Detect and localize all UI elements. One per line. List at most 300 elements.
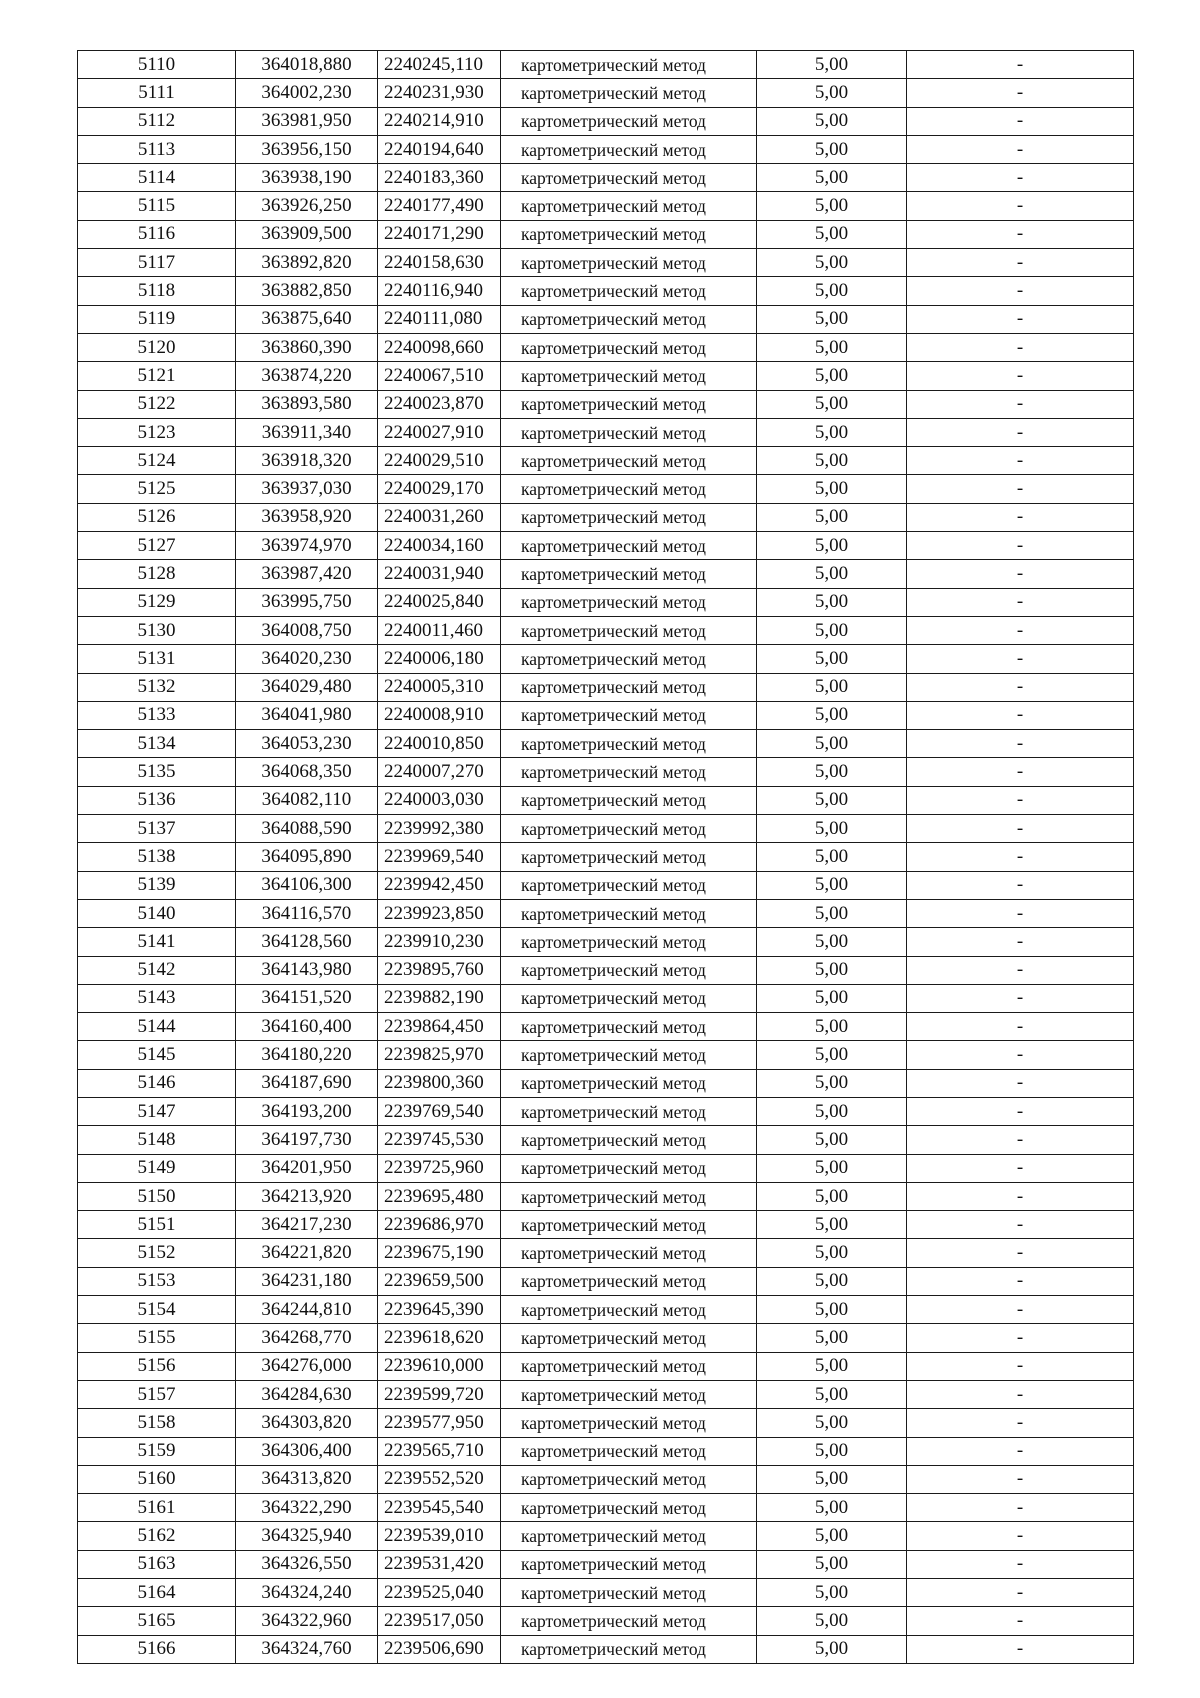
y-coordinate-cell: 2239610,000	[378, 1352, 501, 1380]
point-number-cell: 5166	[78, 1635, 236, 1663]
point-number-cell: 5112	[78, 107, 236, 135]
x-coordinate-cell: 363918,320	[236, 447, 378, 475]
point-number-cell: 5131	[78, 645, 236, 673]
table-row	[78, 899, 1134, 927]
table-row	[78, 192, 1134, 220]
y-coordinate-cell: 2240005,310	[378, 673, 501, 701]
y-coordinate-cell: 2240231,930	[378, 79, 501, 107]
accuracy-cell: 5,00	[757, 1211, 907, 1239]
table-row	[78, 1239, 1134, 1267]
accuracy-cell: 5,00	[757, 758, 907, 786]
accuracy-cell: 5,00	[757, 1579, 907, 1607]
method-cell: картометрический метод	[501, 1154, 757, 1182]
x-coordinate-cell: 364306,400	[236, 1437, 378, 1465]
x-coordinate-cell: 363981,950	[236, 107, 378, 135]
point-number-cell: 5135	[78, 758, 236, 786]
y-coordinate-cell: 2240171,290	[378, 220, 501, 248]
x-coordinate-cell: 364213,920	[236, 1182, 378, 1210]
x-coordinate-cell: 363893,580	[236, 390, 378, 418]
method-cell: картометрический метод	[501, 1494, 757, 1522]
y-coordinate-cell: 2240158,630	[378, 249, 501, 277]
y-coordinate-cell: 2240029,510	[378, 447, 501, 475]
x-coordinate-cell: 364116,570	[236, 899, 378, 927]
accuracy-cell: 5,00	[757, 362, 907, 390]
point-number-cell: 5116	[78, 220, 236, 248]
method-cell: картометрический метод	[501, 1069, 757, 1097]
table-row	[78, 249, 1134, 277]
x-coordinate-cell: 364244,810	[236, 1296, 378, 1324]
y-coordinate-cell: 2240010,850	[378, 730, 501, 758]
point-number-cell: 5133	[78, 701, 236, 729]
accuracy-cell: 5,00	[757, 503, 907, 531]
x-coordinate-cell: 364082,110	[236, 786, 378, 814]
accuracy-cell: 5,00	[757, 560, 907, 588]
description-cell: -	[907, 871, 1134, 899]
accuracy-cell: 5,00	[757, 984, 907, 1012]
accuracy-cell: 5,00	[757, 1154, 907, 1182]
method-cell: картометрический метод	[501, 1380, 757, 1408]
x-coordinate-cell: 363956,150	[236, 135, 378, 163]
description-cell: -	[907, 560, 1134, 588]
x-coordinate-cell: 363974,970	[236, 532, 378, 560]
description-cell: -	[907, 1097, 1134, 1125]
x-coordinate-cell: 363874,220	[236, 362, 378, 390]
accuracy-cell: 5,00	[757, 249, 907, 277]
table-row	[78, 786, 1134, 814]
x-coordinate-cell: 364180,220	[236, 1041, 378, 1069]
description-cell: -	[907, 135, 1134, 163]
table-row	[78, 758, 1134, 786]
table-row	[78, 79, 1134, 107]
accuracy-cell: 5,00	[757, 475, 907, 503]
x-coordinate-cell: 364303,820	[236, 1409, 378, 1437]
description-cell: -	[907, 390, 1134, 418]
table-row	[78, 418, 1134, 446]
method-cell: картометрический метод	[501, 51, 757, 79]
point-number-cell: 5155	[78, 1324, 236, 1352]
description-cell: -	[907, 1267, 1134, 1295]
accuracy-cell: 5,00	[757, 1239, 907, 1267]
description-cell: -	[907, 1239, 1134, 1267]
method-cell: картометрический метод	[501, 475, 757, 503]
description-cell: -	[907, 815, 1134, 843]
method-cell: картометрический метод	[501, 1097, 757, 1125]
accuracy-cell: 5,00	[757, 843, 907, 871]
description-cell: -	[907, 843, 1134, 871]
method-cell: картометрический метод	[501, 1267, 757, 1295]
description-cell: -	[907, 249, 1134, 277]
y-coordinate-cell: 2239552,520	[378, 1465, 501, 1493]
x-coordinate-cell: 364324,240	[236, 1579, 378, 1607]
table-row	[78, 1380, 1134, 1408]
point-number-cell: 5150	[78, 1182, 236, 1210]
x-coordinate-cell: 364160,400	[236, 1013, 378, 1041]
table-row	[78, 1267, 1134, 1295]
y-coordinate-cell: 2239539,010	[378, 1522, 501, 1550]
point-number-cell: 5144	[78, 1013, 236, 1041]
x-coordinate-cell: 363892,820	[236, 249, 378, 277]
y-coordinate-cell: 2239618,620	[378, 1324, 501, 1352]
y-coordinate-cell: 2240194,640	[378, 135, 501, 163]
point-number-cell: 5138	[78, 843, 236, 871]
table-row	[78, 645, 1134, 673]
table-row	[78, 843, 1134, 871]
point-number-cell: 5146	[78, 1069, 236, 1097]
method-cell: картометрический метод	[501, 899, 757, 927]
accuracy-cell: 5,00	[757, 277, 907, 305]
description-cell: -	[907, 475, 1134, 503]
method-cell: картометрический метод	[501, 503, 757, 531]
accuracy-cell: 5,00	[757, 1097, 907, 1125]
description-cell: -	[907, 984, 1134, 1012]
y-coordinate-cell: 2239517,050	[378, 1607, 501, 1635]
table-row	[78, 447, 1134, 475]
method-cell: картометрический метод	[501, 1041, 757, 1069]
y-coordinate-cell: 2240177,490	[378, 192, 501, 220]
x-coordinate-cell: 364313,820	[236, 1465, 378, 1493]
method-cell: картометрический метод	[501, 249, 757, 277]
point-number-cell: 5122	[78, 390, 236, 418]
x-coordinate-cell: 364322,960	[236, 1607, 378, 1635]
point-number-cell: 5134	[78, 730, 236, 758]
table-row	[78, 956, 1134, 984]
point-number-cell: 5151	[78, 1211, 236, 1239]
x-coordinate-cell: 364029,480	[236, 673, 378, 701]
method-cell: картометрический метод	[501, 928, 757, 956]
table-row	[78, 277, 1134, 305]
point-number-cell: 5154	[78, 1296, 236, 1324]
accuracy-cell: 5,00	[757, 532, 907, 560]
method-cell: картометрический метод	[501, 588, 757, 616]
point-number-cell: 5127	[78, 532, 236, 560]
point-number-cell: 5148	[78, 1126, 236, 1154]
description-cell: -	[907, 1041, 1134, 1069]
accuracy-cell: 5,00	[757, 305, 907, 333]
point-number-cell: 5129	[78, 588, 236, 616]
description-cell: -	[907, 1635, 1134, 1663]
accuracy-cell: 5,00	[757, 1126, 907, 1154]
accuracy-cell: 5,00	[757, 1380, 907, 1408]
y-coordinate-cell: 2240025,840	[378, 588, 501, 616]
description-cell: -	[907, 1013, 1134, 1041]
description-cell: -	[907, 1494, 1134, 1522]
method-cell: картометрический метод	[501, 390, 757, 418]
description-cell: -	[907, 701, 1134, 729]
y-coordinate-cell: 2239675,190	[378, 1239, 501, 1267]
point-number-cell: 5121	[78, 362, 236, 390]
point-number-cell: 5115	[78, 192, 236, 220]
description-cell: -	[907, 899, 1134, 927]
y-coordinate-cell: 2240003,030	[378, 786, 501, 814]
table-row	[78, 475, 1134, 503]
table-row	[78, 730, 1134, 758]
y-coordinate-cell: 2239599,720	[378, 1380, 501, 1408]
description-cell: -	[907, 1324, 1134, 1352]
accuracy-cell: 5,00	[757, 1352, 907, 1380]
method-cell: картометрический метод	[501, 1239, 757, 1267]
table-row	[78, 1069, 1134, 1097]
description-cell: -	[907, 1182, 1134, 1210]
method-cell: картометрический метод	[501, 532, 757, 560]
y-coordinate-cell: 2239695,480	[378, 1182, 501, 1210]
table-row	[78, 1097, 1134, 1125]
method-cell: картометрический метод	[501, 1211, 757, 1239]
table-row	[78, 1154, 1134, 1182]
description-cell: -	[907, 305, 1134, 333]
x-coordinate-cell: 364322,290	[236, 1494, 378, 1522]
accuracy-cell: 5,00	[757, 956, 907, 984]
point-number-cell: 5118	[78, 277, 236, 305]
description-cell: -	[907, 588, 1134, 616]
accuracy-cell: 5,00	[757, 730, 907, 758]
y-coordinate-cell: 2239864,450	[378, 1013, 501, 1041]
description-cell: -	[907, 1296, 1134, 1324]
description-cell: -	[907, 786, 1134, 814]
accuracy-cell: 5,00	[757, 192, 907, 220]
x-coordinate-cell: 364018,880	[236, 51, 378, 79]
method-cell: картометрический метод	[501, 701, 757, 729]
y-coordinate-cell: 2239659,500	[378, 1267, 501, 1295]
point-number-cell: 5136	[78, 786, 236, 814]
description-cell: -	[907, 532, 1134, 560]
method-cell: картометрический метод	[501, 560, 757, 588]
y-coordinate-cell: 2239525,040	[378, 1579, 501, 1607]
x-coordinate-cell: 363875,640	[236, 305, 378, 333]
description-cell: -	[907, 51, 1134, 79]
method-cell: картометрический метод	[501, 1437, 757, 1465]
description-cell: -	[907, 1522, 1134, 1550]
description-cell: -	[907, 503, 1134, 531]
description-cell: -	[907, 447, 1134, 475]
y-coordinate-cell: 2239800,360	[378, 1069, 501, 1097]
accuracy-cell: 5,00	[757, 1324, 907, 1352]
point-number-cell: 5164	[78, 1579, 236, 1607]
table-row	[78, 51, 1134, 79]
x-coordinate-cell: 363938,190	[236, 164, 378, 192]
accuracy-cell: 5,00	[757, 1635, 907, 1663]
point-number-cell: 5113	[78, 135, 236, 163]
x-coordinate-cell: 364020,230	[236, 645, 378, 673]
method-cell: картометрический метод	[501, 220, 757, 248]
point-number-cell: 5142	[78, 956, 236, 984]
table-row	[78, 701, 1134, 729]
method-cell: картометрический метод	[501, 1324, 757, 1352]
description-cell: -	[907, 758, 1134, 786]
table-row	[78, 1550, 1134, 1578]
y-coordinate-cell: 2240011,460	[378, 616, 501, 644]
point-number-cell: 5143	[78, 984, 236, 1012]
table-row	[78, 135, 1134, 163]
table-row	[78, 220, 1134, 248]
method-cell: картометрический метод	[501, 730, 757, 758]
method-cell: картометрический метод	[501, 1352, 757, 1380]
y-coordinate-cell: 2239992,380	[378, 815, 501, 843]
table-row	[78, 928, 1134, 956]
x-coordinate-cell: 363911,340	[236, 418, 378, 446]
description-cell: -	[907, 616, 1134, 644]
table-row	[78, 1352, 1134, 1380]
accuracy-cell: 5,00	[757, 1494, 907, 1522]
table-row	[78, 673, 1134, 701]
point-number-cell: 5158	[78, 1409, 236, 1437]
description-cell: -	[907, 1380, 1134, 1408]
accuracy-cell: 5,00	[757, 1550, 907, 1578]
point-number-cell: 5149	[78, 1154, 236, 1182]
y-coordinate-cell: 2240111,080	[378, 305, 501, 333]
x-coordinate-cell: 363909,500	[236, 220, 378, 248]
method-cell: картометрический метод	[501, 1465, 757, 1493]
method-cell: картометрический метод	[501, 1579, 757, 1607]
accuracy-cell: 5,00	[757, 1296, 907, 1324]
accuracy-cell: 5,00	[757, 645, 907, 673]
accuracy-cell: 5,00	[757, 871, 907, 899]
description-cell: -	[907, 1154, 1134, 1182]
y-coordinate-cell: 2240183,360	[378, 164, 501, 192]
point-number-cell: 5132	[78, 673, 236, 701]
x-coordinate-cell: 364088,590	[236, 815, 378, 843]
x-coordinate-cell: 364201,950	[236, 1154, 378, 1182]
method-cell: картометрический метод	[501, 107, 757, 135]
point-number-cell: 5160	[78, 1465, 236, 1493]
table-row	[78, 1013, 1134, 1041]
description-cell: -	[907, 418, 1134, 446]
x-coordinate-cell: 364231,180	[236, 1267, 378, 1295]
method-cell: картометрический метод	[501, 447, 757, 475]
x-coordinate-cell: 364187,690	[236, 1069, 378, 1097]
x-coordinate-cell: 364128,560	[236, 928, 378, 956]
y-coordinate-cell: 2240008,910	[378, 701, 501, 729]
description-cell: -	[907, 645, 1134, 673]
y-coordinate-cell: 2240029,170	[378, 475, 501, 503]
x-coordinate-cell: 364325,940	[236, 1522, 378, 1550]
method-cell: картометрический метод	[501, 1522, 757, 1550]
method-cell: картометрический метод	[501, 192, 757, 220]
method-cell: картометрический метод	[501, 135, 757, 163]
method-cell: картометрический метод	[501, 1182, 757, 1210]
accuracy-cell: 5,00	[757, 390, 907, 418]
y-coordinate-cell: 2240034,160	[378, 532, 501, 560]
y-coordinate-cell: 2239825,970	[378, 1041, 501, 1069]
table-row	[78, 616, 1134, 644]
point-number-cell: 5147	[78, 1097, 236, 1125]
x-coordinate-cell: 364053,230	[236, 730, 378, 758]
point-number-cell: 5114	[78, 164, 236, 192]
x-coordinate-cell: 364268,770	[236, 1324, 378, 1352]
x-coordinate-cell: 363995,750	[236, 588, 378, 616]
accuracy-cell: 5,00	[757, 1041, 907, 1069]
point-number-cell: 5159	[78, 1437, 236, 1465]
description-cell: -	[907, 362, 1134, 390]
accuracy-cell: 5,00	[757, 588, 907, 616]
point-number-cell: 5156	[78, 1352, 236, 1380]
accuracy-cell: 5,00	[757, 1409, 907, 1437]
accuracy-cell: 5,00	[757, 928, 907, 956]
y-coordinate-cell: 2239895,760	[378, 956, 501, 984]
table-row	[78, 362, 1134, 390]
description-cell: -	[907, 1465, 1134, 1493]
method-cell: картометрический метод	[501, 418, 757, 446]
accuracy-cell: 5,00	[757, 786, 907, 814]
y-coordinate-cell: 2239506,690	[378, 1635, 501, 1663]
x-coordinate-cell: 363987,420	[236, 560, 378, 588]
accuracy-cell: 5,00	[757, 1013, 907, 1041]
description-cell: -	[907, 220, 1134, 248]
x-coordinate-cell: 364002,230	[236, 79, 378, 107]
table-row	[78, 984, 1134, 1012]
accuracy-cell: 5,00	[757, 447, 907, 475]
table-row	[78, 1324, 1134, 1352]
point-number-cell: 5117	[78, 249, 236, 277]
point-number-cell: 5124	[78, 447, 236, 475]
method-cell: картометрический метод	[501, 956, 757, 984]
accuracy-cell: 5,00	[757, 899, 907, 927]
point-number-cell: 5123	[78, 418, 236, 446]
x-coordinate-cell: 364221,820	[236, 1239, 378, 1267]
table-row	[78, 1607, 1134, 1635]
y-coordinate-cell: 2239882,190	[378, 984, 501, 1012]
accuracy-cell: 5,00	[757, 164, 907, 192]
table-row	[78, 1296, 1134, 1324]
point-number-cell: 5139	[78, 871, 236, 899]
accuracy-cell: 5,00	[757, 701, 907, 729]
point-number-cell: 5145	[78, 1041, 236, 1069]
point-number-cell: 5137	[78, 815, 236, 843]
method-cell: картометрический метод	[501, 362, 757, 390]
description-cell: -	[907, 1607, 1134, 1635]
coordinates-table-body	[78, 51, 1134, 1664]
y-coordinate-cell: 2240245,110	[378, 51, 501, 79]
method-cell: картометрический метод	[501, 758, 757, 786]
point-number-cell: 5165	[78, 1607, 236, 1635]
x-coordinate-cell: 364326,550	[236, 1550, 378, 1578]
y-coordinate-cell: 2239531,420	[378, 1550, 501, 1578]
description-cell: -	[907, 1579, 1134, 1607]
point-number-cell: 5163	[78, 1550, 236, 1578]
point-number-cell: 5126	[78, 503, 236, 531]
point-number-cell: 5128	[78, 560, 236, 588]
y-coordinate-cell: 2239645,390	[378, 1296, 501, 1324]
table-row	[78, 1041, 1134, 1069]
table-row	[78, 305, 1134, 333]
description-cell: -	[907, 928, 1134, 956]
description-cell: -	[907, 1126, 1134, 1154]
x-coordinate-cell: 364276,000	[236, 1352, 378, 1380]
accuracy-cell: 5,00	[757, 1069, 907, 1097]
accuracy-cell: 5,00	[757, 1437, 907, 1465]
point-number-cell: 5110	[78, 51, 236, 79]
point-number-cell: 5157	[78, 1380, 236, 1408]
table-row	[78, 1211, 1134, 1239]
x-coordinate-cell: 364197,730	[236, 1126, 378, 1154]
method-cell: картометрический метод	[501, 984, 757, 1012]
accuracy-cell: 5,00	[757, 673, 907, 701]
point-number-cell: 5119	[78, 305, 236, 333]
x-coordinate-cell: 363958,920	[236, 503, 378, 531]
table-row	[78, 1465, 1134, 1493]
accuracy-cell: 5,00	[757, 135, 907, 163]
point-number-cell: 5162	[78, 1522, 236, 1550]
method-cell: картометрический метод	[501, 1409, 757, 1437]
coordinates-table	[77, 50, 1134, 1664]
table-row	[78, 815, 1134, 843]
table-row	[78, 1409, 1134, 1437]
description-cell: -	[907, 956, 1134, 984]
table-row	[78, 107, 1134, 135]
y-coordinate-cell: 2239686,970	[378, 1211, 501, 1239]
x-coordinate-cell: 363937,030	[236, 475, 378, 503]
x-coordinate-cell: 364284,630	[236, 1380, 378, 1408]
method-cell: картометрический метод	[501, 843, 757, 871]
